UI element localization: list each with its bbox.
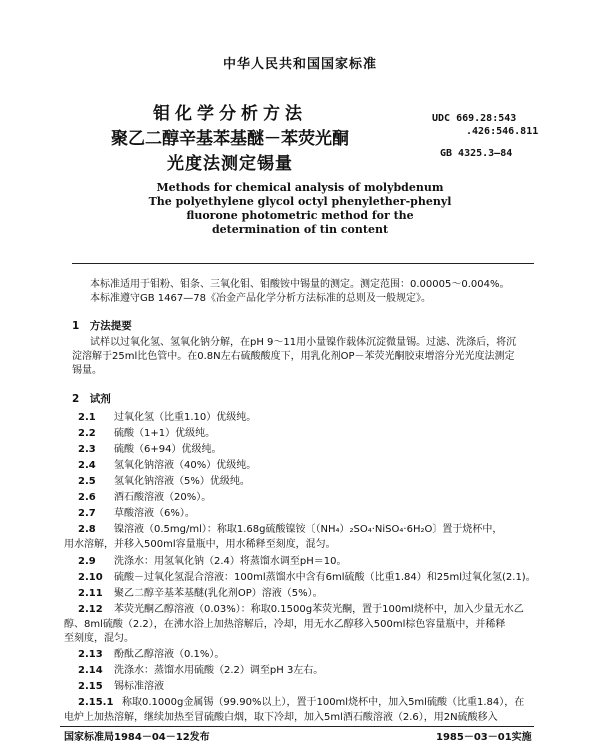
english-title-line-2: The polyethylene glycol octyl phenylether-phenyl [148,195,452,208]
intro-scope: 本标准适用于钼粉、钼条、三氧化钼、钼酸铵中锡量的测定。测定范围：0.00005～0.004%。 [90,279,510,290]
document-title-line-1: 钼化学分析方法 [153,104,307,124]
reagent-item: 2.1 过氧化氢（比重1.10）优级纯。 [78,412,257,423]
reagent-item: 2.9 洗涤水：用氢氧化钠（2.4）将蒸馏水调至pH＝10。 [78,556,347,567]
standard-title: 中华人民共和国国家标准 [222,57,377,72]
section-2-heading: 2 试剂 [72,393,111,405]
header-divider [72,263,534,264]
udc-code-line-1: UDC 669.28:543 [432,113,517,124]
document-title-line-2: 聚乙二醇辛基苯基醚－苯荧光酮 [111,129,349,149]
issue-date: 国家标准局1984－04－12发布 [64,732,210,743]
reagent-item: 2.7 草酸溶液（6%）。 [78,508,195,519]
section-1-line: 锡量。 [72,365,102,376]
section-1-line: 试样以过氧化氢、氢氧化钠分解，在pH 9～11用小量镍作载体沉淀微量锡。过滤、洗涤后，将沉 [90,337,517,348]
section-1-heading: 1 方法提要 [72,320,132,332]
reagent-item: 2.3 硫酸（6+94）优级纯。 [78,444,222,455]
reagent-item: 2.11 聚乙二醇辛基苯基醚(乳化剂OP）溶液（5%）。 [78,588,323,599]
footer-divider [60,726,534,727]
english-title-line-4: determination of tin content [211,223,389,236]
reagent-item: 2.15 锡标准溶液 [78,681,164,692]
english-title-line-1: Methods for chemical analysis of molybdenum [156,181,444,194]
reagent-item: 2.6 酒石酸溶液（20%）。 [78,492,212,503]
reagent-item: 2.15.1 称取0.1000g金属锡（99.90%以上），置于100ml烧杯中，加入5ml硫酸（比重1.84），在 [78,697,525,708]
reagent-item: 2.13 酚酞乙醇溶液（0.1%）。 [78,649,225,660]
reagent-item-continuation: 至刻度，混匀。 [64,633,134,644]
reagent-item: 2.2 硫酸（1+1）优级纯。 [78,428,216,439]
reagent-item-continuation: 醇、8ml硫酸（2.2），在沸水浴上加热溶解后，冷却，用无水乙醇移入500ml棕色容量瓶中，并稀释 [64,619,506,630]
gb-number: GB 4325.3—84 [440,148,513,159]
reagent-item-continuation: 电炉上加热溶解，继续加热至冒硫酸白烟，取下冷却，加入5ml酒石酸溶液（2.6），用2N硫酸移入 [64,712,498,723]
reagent-item: 2.14 洗涤水：蒸馏水用硫酸（2.2）调至pH 3左右。 [78,665,324,676]
reagent-item: 2.8 镍溶液（0.5mg/ml）：称取1.68g硫酸镍铵〔（NH₄）₂SO₄·NiSO₄·6H₂O〕置于烧杯中， [78,524,503,535]
document-title-line-3: 光度法测定锡量 [167,154,293,174]
reagent-item: 2.5 氢氧化钠溶液（5%）优级纯。 [78,476,250,487]
reagent-item: 2.12 苯荧光酮乙醇溶液（0.03%）：称取0.1500g苯荧光酮，置于100ml烧杯中，加入少量无水乙 [78,604,524,615]
udc-code-line-2: .426:546.811 [466,126,539,137]
implementation-date: 1985－03－01实施 [436,732,532,743]
section-1-line: 淀溶解于25ml比色管中。在0.8N左右硫酸酸度下，用乳化剂OP－苯荧光酮胶束增溶分光光度法测定 [72,351,515,362]
reagent-item: 2.10 硫酸－过氧化氢混合溶液：100ml蒸馏水中含有6ml硫酸（比重1.84）和25ml过氧化氢(2.1)。 [78,572,536,583]
intro-compliance: 本标准遵守GB 1467—78《冶金产品化学分析方法标准的总则及一般规定》。 [90,293,431,304]
reagent-item-continuation: 用水溶解，并移入500ml容量瓶中，用水稀释至刻度，混匀。 [64,539,336,550]
english-title-line-3: fluorone photometric method for the [186,209,414,222]
reagent-item: 2.4 氢氧化钠溶液（40%）优级纯。 [78,460,257,471]
